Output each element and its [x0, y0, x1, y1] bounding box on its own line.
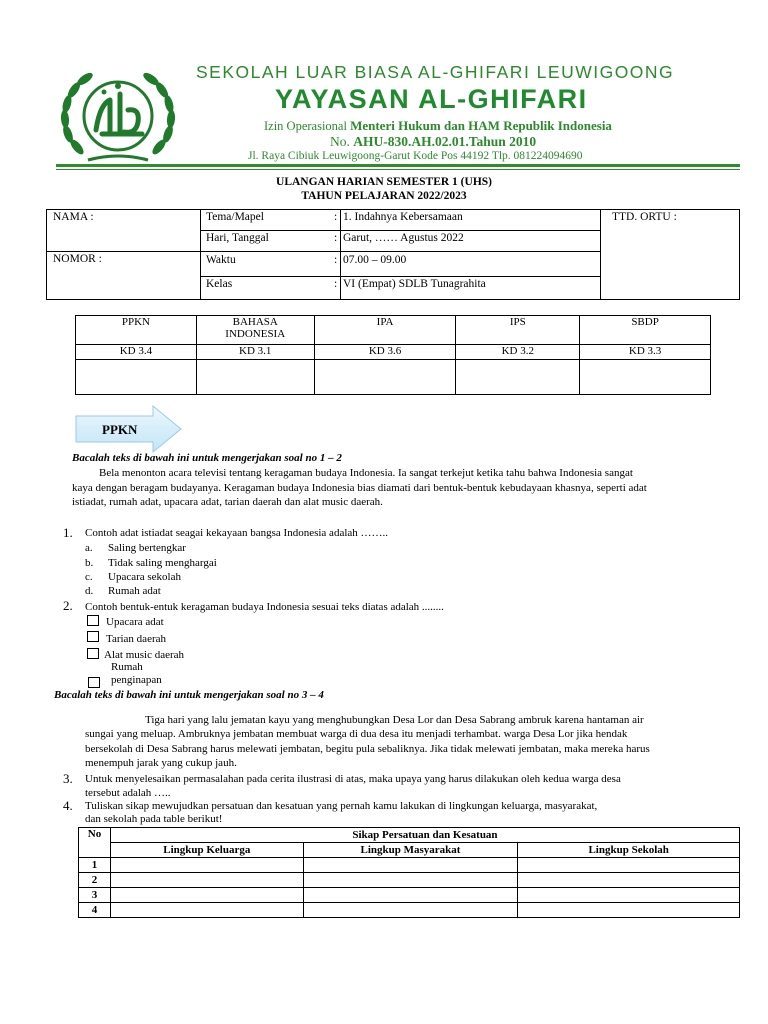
subject-sbdp: SBDP	[580, 316, 711, 345]
school-name: SEKOLAH LUAR BIASA AL-GHIFARI LEUWIGOONG	[196, 62, 675, 82]
ppkn-section-arrow[interactable]	[75, 404, 185, 454]
sikap-header: Sikap Persatuan dan Kesatuan	[110, 828, 739, 843]
answer-cell[interactable]	[303, 858, 518, 873]
permit-authority: Menteri Hukum dan HAM Republik Indonesia	[350, 118, 612, 133]
table-row	[79, 903, 740, 918]
row-number: 3	[79, 888, 111, 903]
tanggal-label: Hari, Tanggal	[206, 232, 269, 244]
question-4-text: dan sekolah pada table berikut!	[85, 813, 223, 825]
answer-cell[interactable]	[110, 873, 303, 888]
subject-bahasa-line1: BAHASA	[232, 316, 278, 328]
question-4-text: Tuliskan sikap mewujudkan persatuan dan kesatuan yang pernah kamu lakukan di lingkungan keluarga, masyarakat,	[85, 800, 598, 812]
score-cell[interactable]	[580, 360, 711, 395]
registration-prefix: No.	[330, 134, 350, 149]
divider	[600, 210, 601, 299]
kd-cell: KD 3.2	[456, 345, 580, 360]
lingkup-sekolah-header: Lingkup Sekolah	[518, 843, 740, 858]
subject-score-table	[75, 315, 711, 395]
question-number: 4.	[63, 798, 73, 813]
reading2-line: sungai yang meluap. Ambruknya jembatan membuat warga di dua desa itu menjadi terhambat. warga Desa Lor jika hendak	[85, 728, 628, 740]
option-letter: a.	[85, 542, 93, 554]
subject-ips: IPS	[456, 316, 580, 345]
reading1-line: kaya dengan beragam budayanya. Keragaman budaya Indonesia bias diamati dari bentuk-bentuk kebudayaan khasnya, seperti adat	[72, 482, 647, 494]
checkbox[interactable]	[87, 648, 99, 659]
score-cell[interactable]	[314, 360, 456, 395]
header-divider-thin	[56, 169, 740, 170]
subject-bahasa-line2: INDONESIA	[225, 328, 286, 340]
option-letter: b.	[85, 557, 94, 569]
ttd-label: TTD. ORTU :	[612, 211, 677, 223]
lingkup-keluarga-header: Lingkup Keluarga	[110, 843, 303, 858]
option-b[interactable]: Tidak saling menghargai	[108, 557, 217, 569]
checkbox[interactable]	[87, 631, 99, 642]
subject-bahasa-indonesia	[196, 316, 314, 345]
kd-cell: KD 3.6	[314, 345, 456, 360]
tema-sep: :	[334, 211, 338, 223]
divider	[200, 210, 201, 299]
kelas-label: Kelas	[206, 278, 233, 290]
answer-cell[interactable]	[303, 873, 518, 888]
nama-label: NAMA :	[53, 211, 94, 223]
instruction-q3-4: Bacalah teks di bawah ini untuk mengerjakan soal no 3 – 4	[54, 689, 324, 701]
tanggal-value: Garut, …… Agustus 2022	[343, 232, 464, 244]
question-3-text: tersebut adalah …..	[85, 787, 171, 799]
question-1-text: Contoh adat istiadat seagai kekayaan bangsa Indonesia adalah ……..	[85, 527, 389, 539]
waktu-value: 07.00 – 09.00	[343, 254, 407, 266]
answer-cell[interactable]	[110, 903, 303, 918]
divider	[200, 251, 600, 252]
waktu-label: Waktu	[206, 254, 236, 266]
answer-cell[interactable]	[303, 888, 518, 903]
option-c[interactable]: Upacara sekolah	[108, 571, 181, 583]
tema-value: 1. Indahnya Kebersamaan	[343, 211, 463, 223]
ppkn-arrow-label: PPKN	[102, 422, 138, 437]
kelas-sep: :	[334, 278, 338, 290]
nomor-label: NOMOR :	[53, 253, 102, 265]
option-a[interactable]: Saling bertengkar	[108, 542, 186, 554]
question-number: 1.	[63, 525, 73, 540]
sikap-table	[78, 827, 740, 918]
checkbox[interactable]	[88, 677, 100, 688]
row-number: 4	[79, 903, 111, 918]
answer-cell[interactable]	[518, 888, 740, 903]
kd-cell: KD 3.1	[196, 345, 314, 360]
question-number: 3.	[63, 771, 73, 786]
option-d[interactable]: Rumah adat	[108, 585, 161, 597]
table-row	[79, 888, 740, 903]
exam-year: TAHUN PELAJARAN 2022/2023	[301, 190, 467, 202]
reading2-line: Tiga hari yang lalu jematan kayu yang menghubungkan Desa Lor dan Desa Sabrang ambruk karena hantaman air	[145, 714, 644, 726]
question-number: 2.	[63, 598, 73, 613]
option-letter: c.	[85, 571, 93, 583]
row-number: 1	[79, 858, 111, 873]
score-cell[interactable]	[76, 360, 197, 395]
permit-line	[264, 118, 612, 134]
lingkup-masyarakat-header: Lingkup Masyarakat	[303, 843, 518, 858]
tema-label: Tema/Mapel	[206, 211, 264, 223]
permit-prefix: Izin Operasional	[264, 119, 347, 133]
choice-upacara-adat: Upacara adat	[106, 616, 164, 628]
exam-title: ULANGAN HARIAN SEMESTER 1 (UHS)	[276, 176, 492, 188]
table-row	[79, 858, 740, 873]
divider	[200, 230, 600, 231]
kd-cell: KD 3.4	[76, 345, 197, 360]
subject-ipa: IPA	[314, 316, 456, 345]
instruction-q1-2: Bacalah teks di bawah ini untuk mengerjakan soal no 1 – 2	[72, 452, 342, 464]
header-divider	[56, 164, 740, 167]
score-cell[interactable]	[456, 360, 580, 395]
row-number: 2	[79, 873, 111, 888]
kd-cell: KD 3.3	[580, 345, 711, 360]
question-3-text: Untuk menyelesaikan permasalahan pada cerita ilustrasi di atas, maka upaya yang harus dilakukan oleh kedua warga desa	[85, 773, 621, 785]
choice-alat-music: Alat music daerah	[104, 649, 185, 661]
identity-box	[46, 209, 740, 300]
answer-cell[interactable]	[518, 873, 740, 888]
reading1-line: istiadat, rumah adat, upacara adat, tarian daerah dan alat music daerah.	[72, 496, 383, 508]
option-letter: d.	[85, 585, 94, 597]
no-header: No	[79, 828, 111, 858]
table-row	[79, 873, 740, 888]
school-logo	[58, 64, 178, 166]
reading1-line: Bela menonton acara televisi tentang keragaman budaya Indonesia. Ia sangat terkejut ketika tahu bahwa Indonesia sangat	[99, 467, 633, 479]
foundation-name: YAYASAN AL-GHIFARI	[275, 84, 588, 114]
score-cell[interactable]	[196, 360, 314, 395]
divider	[200, 276, 600, 277]
divider	[47, 251, 200, 252]
checkbox[interactable]	[87, 615, 99, 626]
answer-cell[interactable]	[303, 903, 518, 918]
reading2-line: bersekolah di Desa Sabrang harus melewati jembatan, begitu pula sebaliknya. Jika tidak melewati jembatan, maka mereka harus	[85, 743, 650, 755]
choice-tarian-daerah: Tarian daerah	[106, 633, 166, 645]
choice-penginapan: penginapan	[111, 674, 162, 686]
divider	[340, 210, 341, 299]
subject-ppkn: PPKN	[76, 316, 197, 345]
school-address: Jl. Raya Cibiuk Leuwigoong-Garut Kode Pos 44192 Tlp. 081224094690	[248, 150, 583, 162]
answer-cell[interactable]	[518, 903, 740, 918]
registration-number: AHU-830.AH.02.01.Tahun 2010	[353, 134, 537, 149]
waktu-sep: :	[334, 254, 338, 266]
answer-cell[interactable]	[110, 888, 303, 903]
answer-cell[interactable]	[518, 858, 740, 873]
question-2-text: Contoh bentuk-entuk keragaman budaya Indonesia sesuai teks diatas adalah ........	[85, 601, 444, 613]
kelas-value: VI (Empat) SDLB Tunagrahita	[343, 278, 486, 290]
choice-rumah: Rumah	[111, 661, 143, 673]
reading2-line: menempuh jarak yang cukup jauh.	[85, 757, 237, 769]
answer-cell[interactable]	[110, 858, 303, 873]
registration-line	[330, 134, 536, 150]
tanggal-sep: :	[334, 232, 338, 244]
